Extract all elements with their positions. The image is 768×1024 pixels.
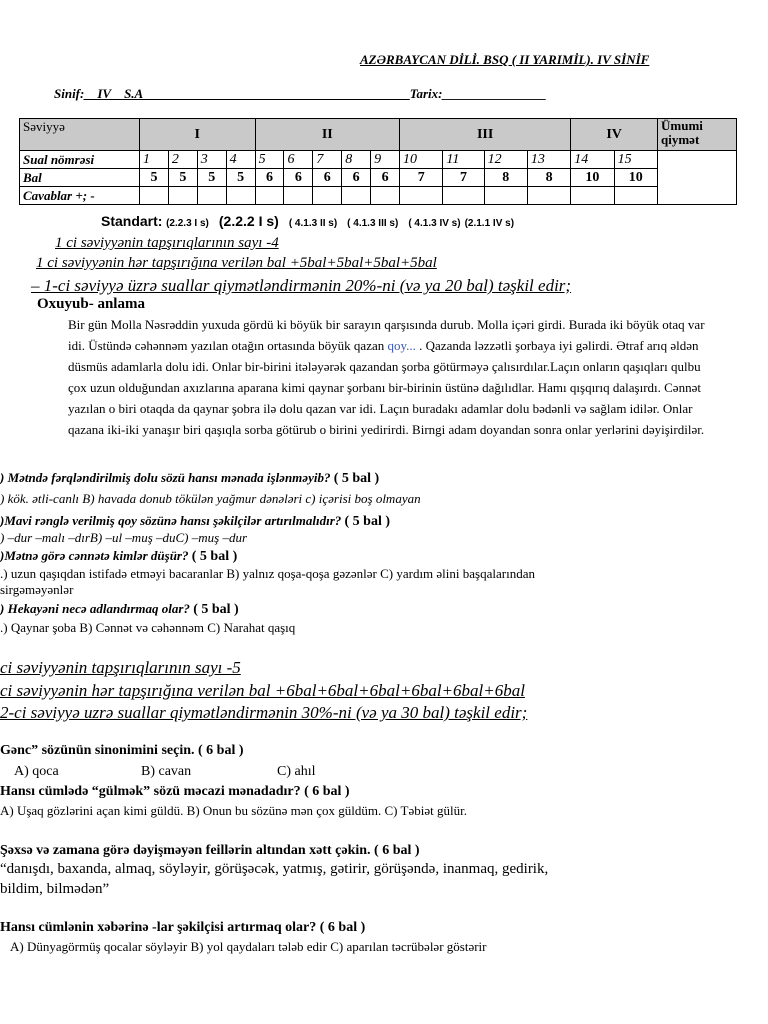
- answers-row: [20, 187, 737, 205]
- question-number: 15: [614, 151, 657, 169]
- level1-count: 1 ci səviyyənin tapşırıqlarının sayı -4: [55, 235, 279, 251]
- standard-code: (2.2.2 I s): [218, 213, 279, 229]
- level-3: III: [400, 119, 571, 151]
- points-value: 8: [527, 169, 570, 187]
- answer-cell[interactable]: [140, 187, 169, 205]
- question-points: ( 5 bal ): [191, 549, 238, 564]
- standard-code: ( 4.1.3 III s): [347, 218, 399, 229]
- answer-cell[interactable]: [443, 187, 484, 205]
- answer-cell[interactable]: [255, 187, 284, 205]
- points-value: 6: [284, 169, 313, 187]
- answer-cell[interactable]: [527, 187, 570, 205]
- question-5-option-c: C) ahıl: [277, 764, 316, 779]
- standard-code: (2.1.1 IV s): [464, 218, 515, 229]
- points-row: [20, 169, 737, 187]
- question-7: Şəxsə və zamana görə dəyişməyən feillərin altından xətt çəkin. ( 6 bal ): [0, 843, 420, 858]
- question-text: )Mətnə görə cənnətə kimlər düşür?: [0, 548, 189, 563]
- points-value: 7: [400, 169, 443, 187]
- class-date-line: [54, 86, 546, 102]
- points-value: 6: [342, 169, 371, 187]
- points-value: 7: [443, 169, 484, 187]
- question-number: 7: [313, 151, 342, 169]
- answer-cell[interactable]: [371, 187, 400, 205]
- standard-code: ( 4.1.3 IV s): [408, 218, 461, 229]
- question-7-words-cont: bildim, bilmədən”: [0, 881, 110, 897]
- question-8-options: A) Dünyagörmüş qocalar söyləyir B) yol qaydaları tələb edir C) aparılan təcrübələr göstərir: [10, 939, 487, 954]
- level-row: [20, 119, 737, 151]
- date-label: Tarix:: [409, 86, 443, 101]
- class-label: Sinif:: [54, 86, 85, 101]
- passage-text: Bir gün Molla Nəsrəddin yuxuda gördü ki böyük bir sarayın qarşısında durub. Molla içəri girdi. Burada iki böyük otaq var idi. Üstündə cəhənnəm yazılan otağın ortasında böyük qazan: [68, 317, 705, 353]
- points-value: 10: [571, 169, 614, 187]
- question-5: Gənc” sözünün sinonimini seçin. ( 6 bal ): [0, 743, 244, 758]
- date-value: ________________: [442, 86, 547, 101]
- level-4: IV: [571, 119, 658, 151]
- question-4-options: .) Qaynar şoba B) Cənnət və cəhənnəm C) Narahat qaşıq: [0, 620, 296, 635]
- question-text: ) Mətndə fərqləndirilmiş dolu sözü hansı mənada işlənməyib?: [0, 470, 331, 485]
- standards-line: [101, 213, 524, 229]
- question-text: ) Hekayəni necə adlandırmaq olar?: [0, 601, 190, 616]
- question-number: 13: [527, 151, 570, 169]
- question-6: Hansı cümlədə “gülmək” sözü məcazi mənadadır? ( 6 bal ): [0, 784, 350, 799]
- points-value: 6: [255, 169, 284, 187]
- answer-cell[interactable]: [342, 187, 371, 205]
- points-value: 8: [484, 169, 527, 187]
- answers-label: Cavablar +; -: [20, 187, 140, 205]
- answer-cell[interactable]: [197, 187, 226, 205]
- answer-cell[interactable]: [614, 187, 657, 205]
- question-points: ( 5 bal ): [333, 471, 380, 486]
- question-number: 6: [284, 151, 313, 169]
- answer-cell[interactable]: [284, 187, 313, 205]
- level2-count: ci səviyyənin tapşırıqlarının sayı -5: [0, 658, 241, 677]
- question-2: [0, 513, 390, 530]
- total-grade-label: Ümumi qiymət: [658, 119, 737, 151]
- document-title: AZƏRBAYCAN DİLİ. BSQ ( II YARIMİL). IV SİNİF: [360, 52, 650, 67]
- question-points: ( 5 bal ): [193, 602, 239, 617]
- class-value: __IV__S.A_________________________________________: [84, 86, 410, 101]
- points-value: 6: [371, 169, 400, 187]
- question-3: [0, 548, 237, 565]
- question-number: 3: [197, 151, 226, 169]
- question-number: 12: [484, 151, 527, 169]
- question-number: 11: [443, 151, 484, 169]
- question-4: [0, 601, 239, 618]
- answer-cell[interactable]: [571, 187, 614, 205]
- reading-passage: [68, 314, 708, 440]
- score-table: [19, 118, 737, 205]
- question-number: 10: [400, 151, 443, 169]
- question-6-options: A) Uşaq gözlərini açan kimi güldü. B) Onun bu sözünə mən çox güldüm. C) Təbiət gülür.: [0, 803, 467, 818]
- level2-percent: 2-ci səviyyə uzrə suallar qiymətləndirmənin 30%-ni (və ya 30 bal) təşkil edir;: [0, 703, 528, 722]
- points-value: 5: [226, 169, 255, 187]
- question-number: 8: [342, 151, 371, 169]
- level1-percent: – 1-ci səviyyə üzrə suallar qiymətləndirmənin 20%-ni (və ya 20 bal) təşkil edir;: [31, 276, 572, 295]
- passage-text: . Qazanda ləzzətli şorbaya iyi gəlirdi. Ətraf arıq əldən düsmüs adamlarla dolu idi. Onlar bir-birini itələyərək qazandan şorba götürməyə çalısırdılar.Laçın onların qaşıqları qulbu çox uzun olduğundan axızlarına aparana kimi qaynar şorbanı bir-birinin üstünə dağılıdlar. Hamı qışqırıq dalaşırdı. Cənnət yazılan o biri otaqda da qaynar şobra ilə dolu qazan var idi. Laçın buradakı adamlar dolu bədənli və sağlam idilər. Onlar qazana iki-iki yanaşır biri qaşıqla sorba götürub o birini yedirirdi. Birngi adam doyandan sonra onlar yerlərini dəyişirdilər.: [68, 338, 705, 437]
- question-text: )Mavi rənglə verilmiş qoy sözünə hansı şəkilçilər artırılmalıdır?: [0, 513, 342, 528]
- standard-code: (2.2.3 I s): [166, 218, 209, 229]
- level2-points: ci səviyyənin hər tapşırığına verilən bal +6bal+6bal+6bal+6bal+6bal+6bal: [0, 681, 525, 700]
- question-points: ( 5 bal ): [344, 514, 391, 529]
- question-3-options: .) uzun qaşıqdan istifadə etməyi bacaranlar B) yalnız qoşa-qoşa gəzənlər C) yardım əlini başqalarından: [0, 566, 535, 581]
- question-number: 1: [140, 151, 169, 169]
- passage-highlight: qoy...: [387, 338, 416, 353]
- points-value: 10: [614, 169, 657, 187]
- points-value: 6: [313, 169, 342, 187]
- level-label: Səviyyə: [20, 119, 140, 151]
- reading-title: Oxuyub- anlama: [37, 296, 145, 312]
- question-2-options: ) –dur –malı –dırB) –ul –muş –duC) –muş –dur: [0, 530, 248, 545]
- question-label: Sual nömrəsi: [20, 151, 140, 169]
- question-number: 5: [255, 151, 284, 169]
- question-row: [20, 151, 737, 169]
- standard-label: Standart:: [101, 213, 163, 229]
- question-number: 9: [371, 151, 400, 169]
- question-number: 14: [571, 151, 614, 169]
- points-label: Bal: [20, 169, 140, 187]
- points-value: 5: [168, 169, 197, 187]
- answer-cell[interactable]: [168, 187, 197, 205]
- answer-cell[interactable]: [484, 187, 527, 205]
- points-value: 5: [140, 169, 169, 187]
- question-3-options-cont: sirgəməyənlər: [0, 582, 74, 597]
- answer-cell[interactable]: [313, 187, 342, 205]
- answer-cell[interactable]: [400, 187, 443, 205]
- question-number: 2: [168, 151, 197, 169]
- level-1: I: [140, 119, 256, 151]
- points-value: 5: [197, 169, 226, 187]
- question-number: 4: [226, 151, 255, 169]
- question-5-option-b: B) cavan: [141, 764, 192, 779]
- level1-points: 1 ci səviyyənin hər tapşırığına verilən bal +5bal+5bal+5bal+5bal: [36, 255, 437, 271]
- standard-code: ( 4.1.3 II s): [288, 218, 338, 229]
- answer-cell[interactable]: [226, 187, 255, 205]
- question-5-option-a: A) qoca: [14, 764, 59, 779]
- question-1-options: ) kök. ətli-canlı B) havada donub tökülən yağmur dənələri c) içərisi boş olmayan: [0, 491, 421, 506]
- question-7-words: “danışdı, baxanda, almaq, söyləyir, görüşəcək, yatmış, gətirir, görüşəndə, inanmaq, gedirik,: [0, 861, 549, 877]
- question-1: [0, 470, 379, 487]
- question-8: Hansı cümlənin xəbərinə -lar şəkilçisi artırmaq olar? ( 6 bal ): [0, 920, 366, 935]
- level-2: II: [255, 119, 399, 151]
- total-grade-cell[interactable]: [658, 151, 737, 205]
